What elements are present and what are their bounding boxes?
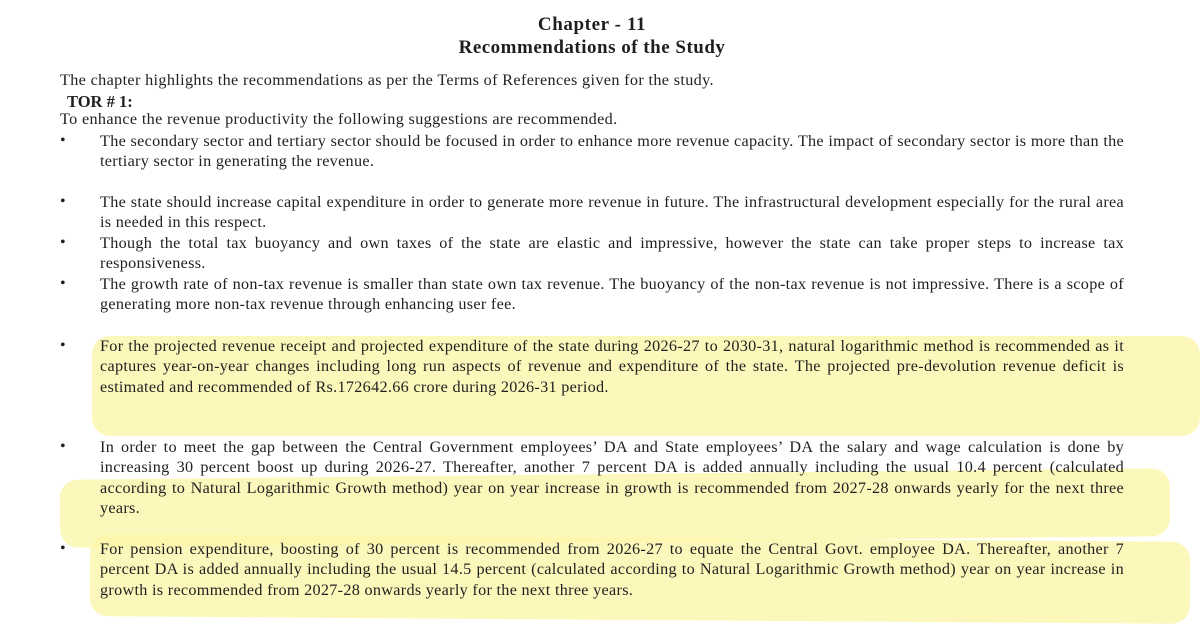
- bullet-icon: •: [60, 438, 66, 455]
- bullet-icon: •: [60, 540, 66, 557]
- recommendation-item: The secondary sector and tertiary sector should be focused in order to enhance more revenue capacity. The impact of secondary sector is more than the tertiary sector in generating the revenue.: [100, 132, 1124, 171]
- recommendation-item: The state should increase capital expenditure in order to generate more revenue in future. The infrastructural development especially for the rural area is needed in this respect.: [100, 193, 1124, 232]
- bullet-icon: •: [60, 132, 66, 149]
- recommendation-item: For pension expenditure, boosting of 30 percent is recommended from 2026-27 to equate the Central Govt. employee DA. Thereafter, another 7 percent DA is added annually including the usual 14.5 percent (calculated according to Natural Logarithmic Growth method) year on year increase in growth is recommended from 2027-28 onwards yearly for the next three years.: [100, 540, 1124, 599]
- bullet-icon: •: [60, 337, 66, 354]
- intro-paragraph: The chapter highlights the recommendations as per the Terms of References given for the study.: [60, 71, 714, 89]
- bullet-icon: •: [60, 275, 66, 292]
- recommendation-item: Though the total tax buoyancy and own taxes of the state are elastic and impressive, however the state can take proper steps to increase tax responsiveness.: [100, 234, 1124, 273]
- bullet-icon: •: [60, 193, 66, 210]
- chapter-number: Chapter - 11: [537, 14, 647, 35]
- recommendation-item: The growth rate of non-tax revenue is smaller than state own tax revenue. The buoyancy of the non-tax revenue is not impressive. There is a scope of generating more non-tax revenue through enhancing user fee.: [100, 275, 1124, 314]
- bullet-icon: •: [60, 234, 66, 251]
- recommendation-item: For the projected revenue receipt and projected expenditure of the state during 2026-27 to 2030-31, natural logarithmic method is recommended as it captures year-on-year changes including long run aspects of revenue and expenditure of the state. The projected pre-devolution revenue deficit is estimated and recommended of Rs.172642.66 crore during 2026-31 period.: [100, 337, 1124, 396]
- tor-heading: TOR # 1:: [67, 92, 133, 111]
- chapter-title: Recommendations of the Study: [458, 37, 726, 58]
- recommendation-item: In order to meet the gap between the Central Government employees’ DA and State employees’ DA the salary and wage calculation is done by increasing 30 percent boost up during 2026-27. Thereafter, another 7 percent DA is added annually including the usual 10.4 percent (calculated according to Natural Logarithmic Growth method) year on year increase in growth is recommended from 2027-28 onwards yearly for the next three years.: [100, 438, 1124, 517]
- lead-in-sentence: To enhance the revenue productivity the following suggestions are recommended.: [60, 110, 618, 128]
